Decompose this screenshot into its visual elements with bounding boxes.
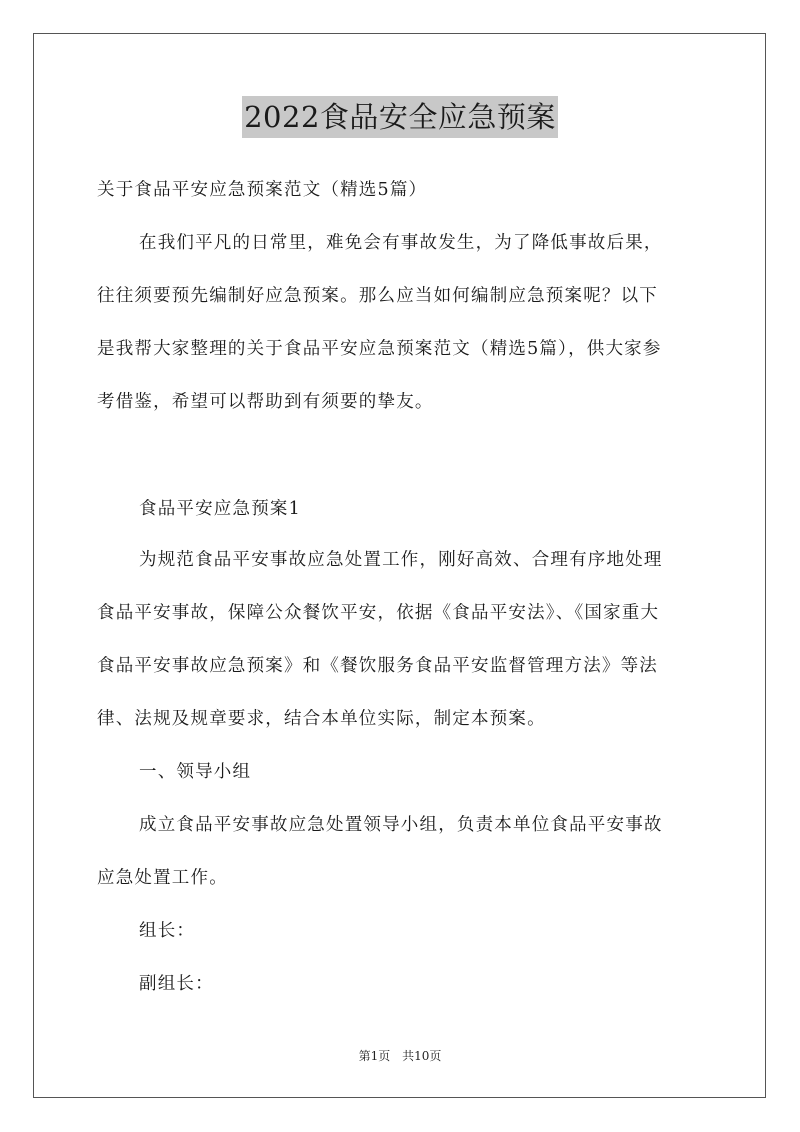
subtitle: 关于食品平安应急预案范文（精选5篇） [97,180,428,200]
deputy-leader-label: 副组长： [139,974,214,994]
document-title: 2022食品安全应急预案 [242,96,558,138]
section-para-line-1: 为规范食品平安事故应急处置工作，刚好高效、合理有序地处理 [139,550,663,570]
title-container [0,96,800,138]
item-para-line-1: 成立食品平安事故应急处置领导小组，负责本单位食品平安事故 [139,815,663,835]
section-para-line-4: 律、法规及规章要求，结合本单位实际，制定本预案。 [97,709,546,729]
page-number: 第1页 [358,1049,391,1063]
intro-line-3: 是我帮大家整理的关于食品平安应急预案范文（精选5篇），供大家参 [97,339,662,359]
page-total: 共10页 [402,1049,442,1063]
page-footer [0,1047,800,1064]
section-para-line-3: 食品平安事故应急预案》和《餐饮服务食品平安监督管理方法》等法 [97,656,658,676]
leader-label: 组长： [139,921,196,941]
intro-line-1: 在我们平凡的日常里，难免会有事故发生，为了降低事故后果， [139,233,663,253]
item-heading: 一、领导小组 [139,762,252,782]
intro-line-2: 往往须要预先编制好应急预案。那么应当如何编制应急预案呢？以下 [97,286,658,306]
item-para-line-2: 应急处置工作。 [97,868,228,888]
section-heading: 食品平安应急预案1 [139,499,301,519]
section-para-line-2: 食品平安事故，保障公众餐饮平安，依据《食品平安法》、《国家重大 [97,603,660,623]
intro-line-4: 考借鉴，希望可以帮助到有须要的挚友。 [97,392,434,412]
